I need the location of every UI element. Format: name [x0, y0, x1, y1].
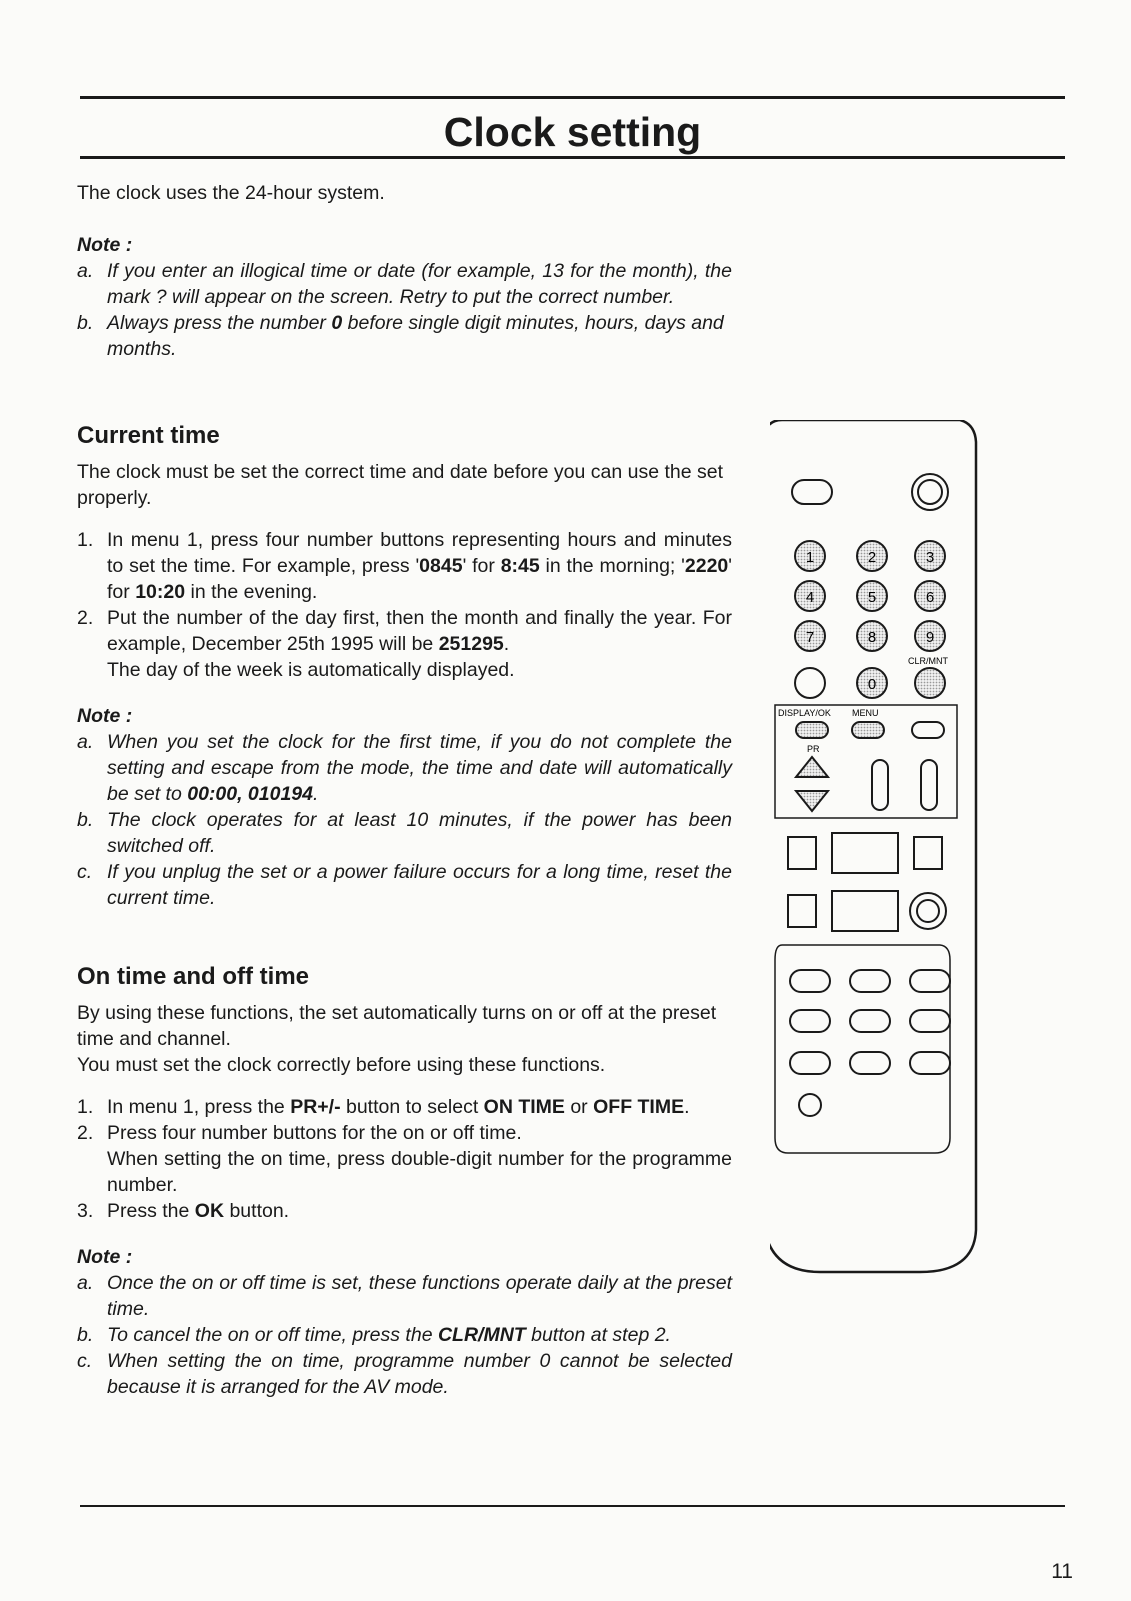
digit-button-6[interactable] — [915, 581, 945, 611]
volume-up-button[interactable] — [921, 760, 937, 810]
note-item-text: button at step 2. — [525, 1324, 671, 1346]
clr-mnt-label: CLR/MNT — [908, 656, 948, 666]
note-item — [77, 729, 732, 807]
digit-label: 1 — [805, 549, 815, 566]
step-text: in the morning; ' — [539, 555, 685, 577]
round-target-button[interactable] — [910, 893, 946, 929]
digit-button-9[interactable] — [915, 621, 945, 651]
pr-label: PR — [807, 744, 820, 754]
square-button[interactable] — [914, 837, 942, 869]
digit-label: 8 — [867, 629, 877, 646]
note-item-text: Always press the number — [107, 312, 332, 334]
note-item-text: Once the on or off time is set, these functions operate daily at the preset time. — [107, 1272, 732, 1320]
note-item-bold: 0 — [331, 312, 343, 334]
step-bold: OK — [194, 1200, 225, 1222]
menu-button[interactable] — [852, 722, 884, 738]
digit-button-2[interactable] — [857, 541, 887, 571]
note-item-text: If you unplug the set or a power failure occurs for a long time, reset the current time. — [107, 861, 732, 909]
lower-oval-button[interactable] — [910, 970, 950, 992]
step-text: In menu 1, press the — [107, 1096, 291, 1118]
note-item-text: When setting the on time, programme number 0 cannot be selected because it is arranged for the AV mode. — [107, 1350, 732, 1398]
lower-oval-button[interactable] — [850, 1052, 890, 1074]
round-target-inner — [917, 900, 939, 922]
on-off-intro: You must set the clock correctly before using these functions. — [77, 1054, 606, 1076]
digit-label: 5 — [867, 589, 877, 606]
step-label: 1. — [77, 1096, 94, 1118]
on-off-steps — [77, 1094, 732, 1224]
note-item — [77, 1322, 732, 1348]
digit-label: 4 — [805, 589, 815, 606]
step-text: ' for — [107, 555, 733, 603]
lower-oval-button[interactable] — [910, 1010, 950, 1032]
on-off-time-section — [77, 962, 732, 1400]
note-general — [77, 232, 732, 362]
step-bold: 251295 — [438, 633, 504, 655]
note-list — [77, 258, 732, 362]
note-list — [77, 729, 732, 911]
note-title: Note : — [77, 234, 133, 256]
step-bold: ON TIME — [483, 1096, 565, 1118]
step-extra: The day of the week is automatically displayed. — [107, 659, 515, 681]
step-text: In menu 1, press four number buttons representing hours and minutes to set the time. For example, press ' — [107, 529, 732, 577]
page-title: Clock setting — [443, 109, 702, 155]
note-item-text: . — [313, 783, 319, 805]
pr-up-button[interactable] — [796, 757, 828, 777]
step-text: Press the — [107, 1200, 195, 1222]
step-bold: 10:20 — [135, 581, 186, 603]
current-time-steps — [77, 527, 732, 683]
current-time-heading: Current time — [77, 422, 220, 449]
blank-round-button[interactable] — [795, 668, 825, 698]
step-item — [77, 605, 732, 683]
step-text: ' for — [462, 555, 501, 577]
note-item — [77, 807, 732, 859]
power-button-inner — [918, 480, 942, 504]
digit-label: 0 — [867, 676, 877, 693]
step-bold: 0845 — [419, 555, 463, 577]
step-text: Put the number of the day first, then the month and finally the year. For example, December 25th 1995 will be — [107, 607, 732, 655]
note-item-label: a. — [77, 731, 94, 753]
digit-button-5[interactable] — [857, 581, 887, 611]
step-extra: When setting the on time, press double-digit number for the programme number. — [107, 1148, 732, 1196]
intro-block — [77, 180, 732, 206]
digit-label: 2 — [867, 549, 877, 566]
step-bold: 8:45 — [500, 555, 540, 577]
step-label: 2. — [77, 1122, 94, 1144]
lower-oval-button[interactable] — [850, 970, 890, 992]
page-number: 11 — [1051, 1560, 1073, 1583]
step-bold: OFF TIME — [593, 1096, 685, 1118]
clr-mnt-button[interactable] — [915, 668, 945, 698]
step-bold: 2220 — [684, 555, 729, 577]
display-ok-label: DISPLAY/OK — [778, 708, 831, 718]
note-item-label: b. — [77, 1324, 94, 1346]
panel-oval-button[interactable] — [912, 722, 944, 738]
lower-oval-button[interactable] — [790, 1010, 830, 1032]
note-item-label: c. — [77, 861, 93, 883]
step-item — [77, 1120, 732, 1198]
note-item-label: c. — [77, 1350, 93, 1372]
digit-label: 6 — [925, 589, 935, 606]
digit-button-1[interactable] — [795, 541, 825, 571]
digit-button-3[interactable] — [915, 541, 945, 571]
square-button[interactable] — [788, 895, 816, 927]
digit-button-0[interactable] — [857, 668, 887, 698]
note-item-label: b. — [77, 809, 94, 831]
note-item-label: b. — [77, 312, 94, 334]
pr-down-button[interactable] — [796, 791, 828, 811]
title-underline — [80, 156, 1065, 159]
step-label: 2. — [77, 607, 94, 629]
intro-text: The clock uses the 24-hour system. — [77, 182, 385, 204]
top-oval-button[interactable] — [792, 480, 832, 504]
top-rule — [80, 96, 1065, 99]
step-item — [77, 527, 732, 605]
note-title: Note : — [77, 1246, 133, 1268]
digit-label: 9 — [925, 629, 935, 646]
note-item — [77, 1270, 732, 1322]
step-text: or — [564, 1096, 594, 1118]
step-item — [77, 1198, 732, 1224]
lower-oval-button[interactable] — [790, 970, 830, 992]
note-item-text: The clock operates for at least 10 minutes, if the power has been switched off. — [107, 809, 732, 857]
wide-button[interactable] — [832, 891, 898, 931]
digit-button-8[interactable] — [857, 621, 887, 651]
digit-button-4[interactable] — [795, 581, 825, 611]
note-item — [77, 1348, 732, 1400]
note-item-label: a. — [77, 1272, 94, 1294]
note-item-bold: CLR/MNT — [437, 1324, 526, 1346]
step-text: Press four number buttons for the on or off time. — [107, 1122, 522, 1144]
step-text: in the evening. — [185, 581, 318, 603]
note-item-label: a. — [77, 260, 94, 282]
note-item-text: before single digit minutes, hours, days and months. — [107, 312, 724, 360]
lower-panel — [775, 945, 950, 1153]
square-button[interactable] — [788, 837, 816, 869]
note-title: Note : — [77, 705, 133, 727]
current-time-intro: The clock must be set the correct time and date before you can use the set properly. — [77, 461, 724, 509]
step-label: 1. — [77, 529, 94, 551]
note-item-text: When you set the clock for the first time, if you do not complete the setting and escape from the mode, the time and date will automatically be set to — [107, 731, 732, 805]
step-text: button. — [224, 1200, 290, 1222]
current-time-section — [77, 421, 732, 911]
step-bold: PR+/- — [290, 1096, 341, 1118]
note-item — [77, 258, 732, 310]
step-text: . — [684, 1096, 690, 1118]
wide-button[interactable] — [832, 833, 898, 873]
menu-label: MENU — [852, 708, 879, 718]
digit-label: 7 — [805, 629, 815, 646]
lower-oval-button[interactable] — [910, 1052, 950, 1074]
on-off-intro: By using these functions, the set automatically turns on or off at the preset time and channel. — [77, 1002, 717, 1050]
lower-oval-button[interactable] — [850, 1010, 890, 1032]
digit-label: 3 — [925, 549, 935, 566]
on-off-time-heading: On time and off time — [77, 963, 310, 990]
display-ok-button[interactable] — [796, 722, 828, 738]
bottom-rule — [80, 1505, 1065, 1507]
lower-round-button[interactable] — [799, 1094, 821, 1116]
note-item-text: To cancel the on or off time, press the — [107, 1324, 438, 1346]
note-item-text: If you enter an illogical time or date (for example, 13 for the month), the mark ? will appear on the screen. Retry to put the correct number. — [107, 260, 732, 308]
note-item — [77, 310, 732, 362]
step-item — [77, 1094, 732, 1120]
note-list — [77, 1270, 732, 1400]
step-label: 3. — [77, 1200, 94, 1222]
remote-control-illustration — [770, 420, 995, 1280]
lower-oval-button[interactable] — [790, 1052, 830, 1074]
note-item-bold: 00:00, 010194 — [187, 783, 313, 805]
digit-button-7[interactable] — [795, 621, 825, 651]
step-text: button to select — [340, 1096, 484, 1118]
volume-down-button[interactable] — [872, 760, 888, 810]
step-text: . — [503, 633, 510, 655]
note-item — [77, 859, 732, 911]
